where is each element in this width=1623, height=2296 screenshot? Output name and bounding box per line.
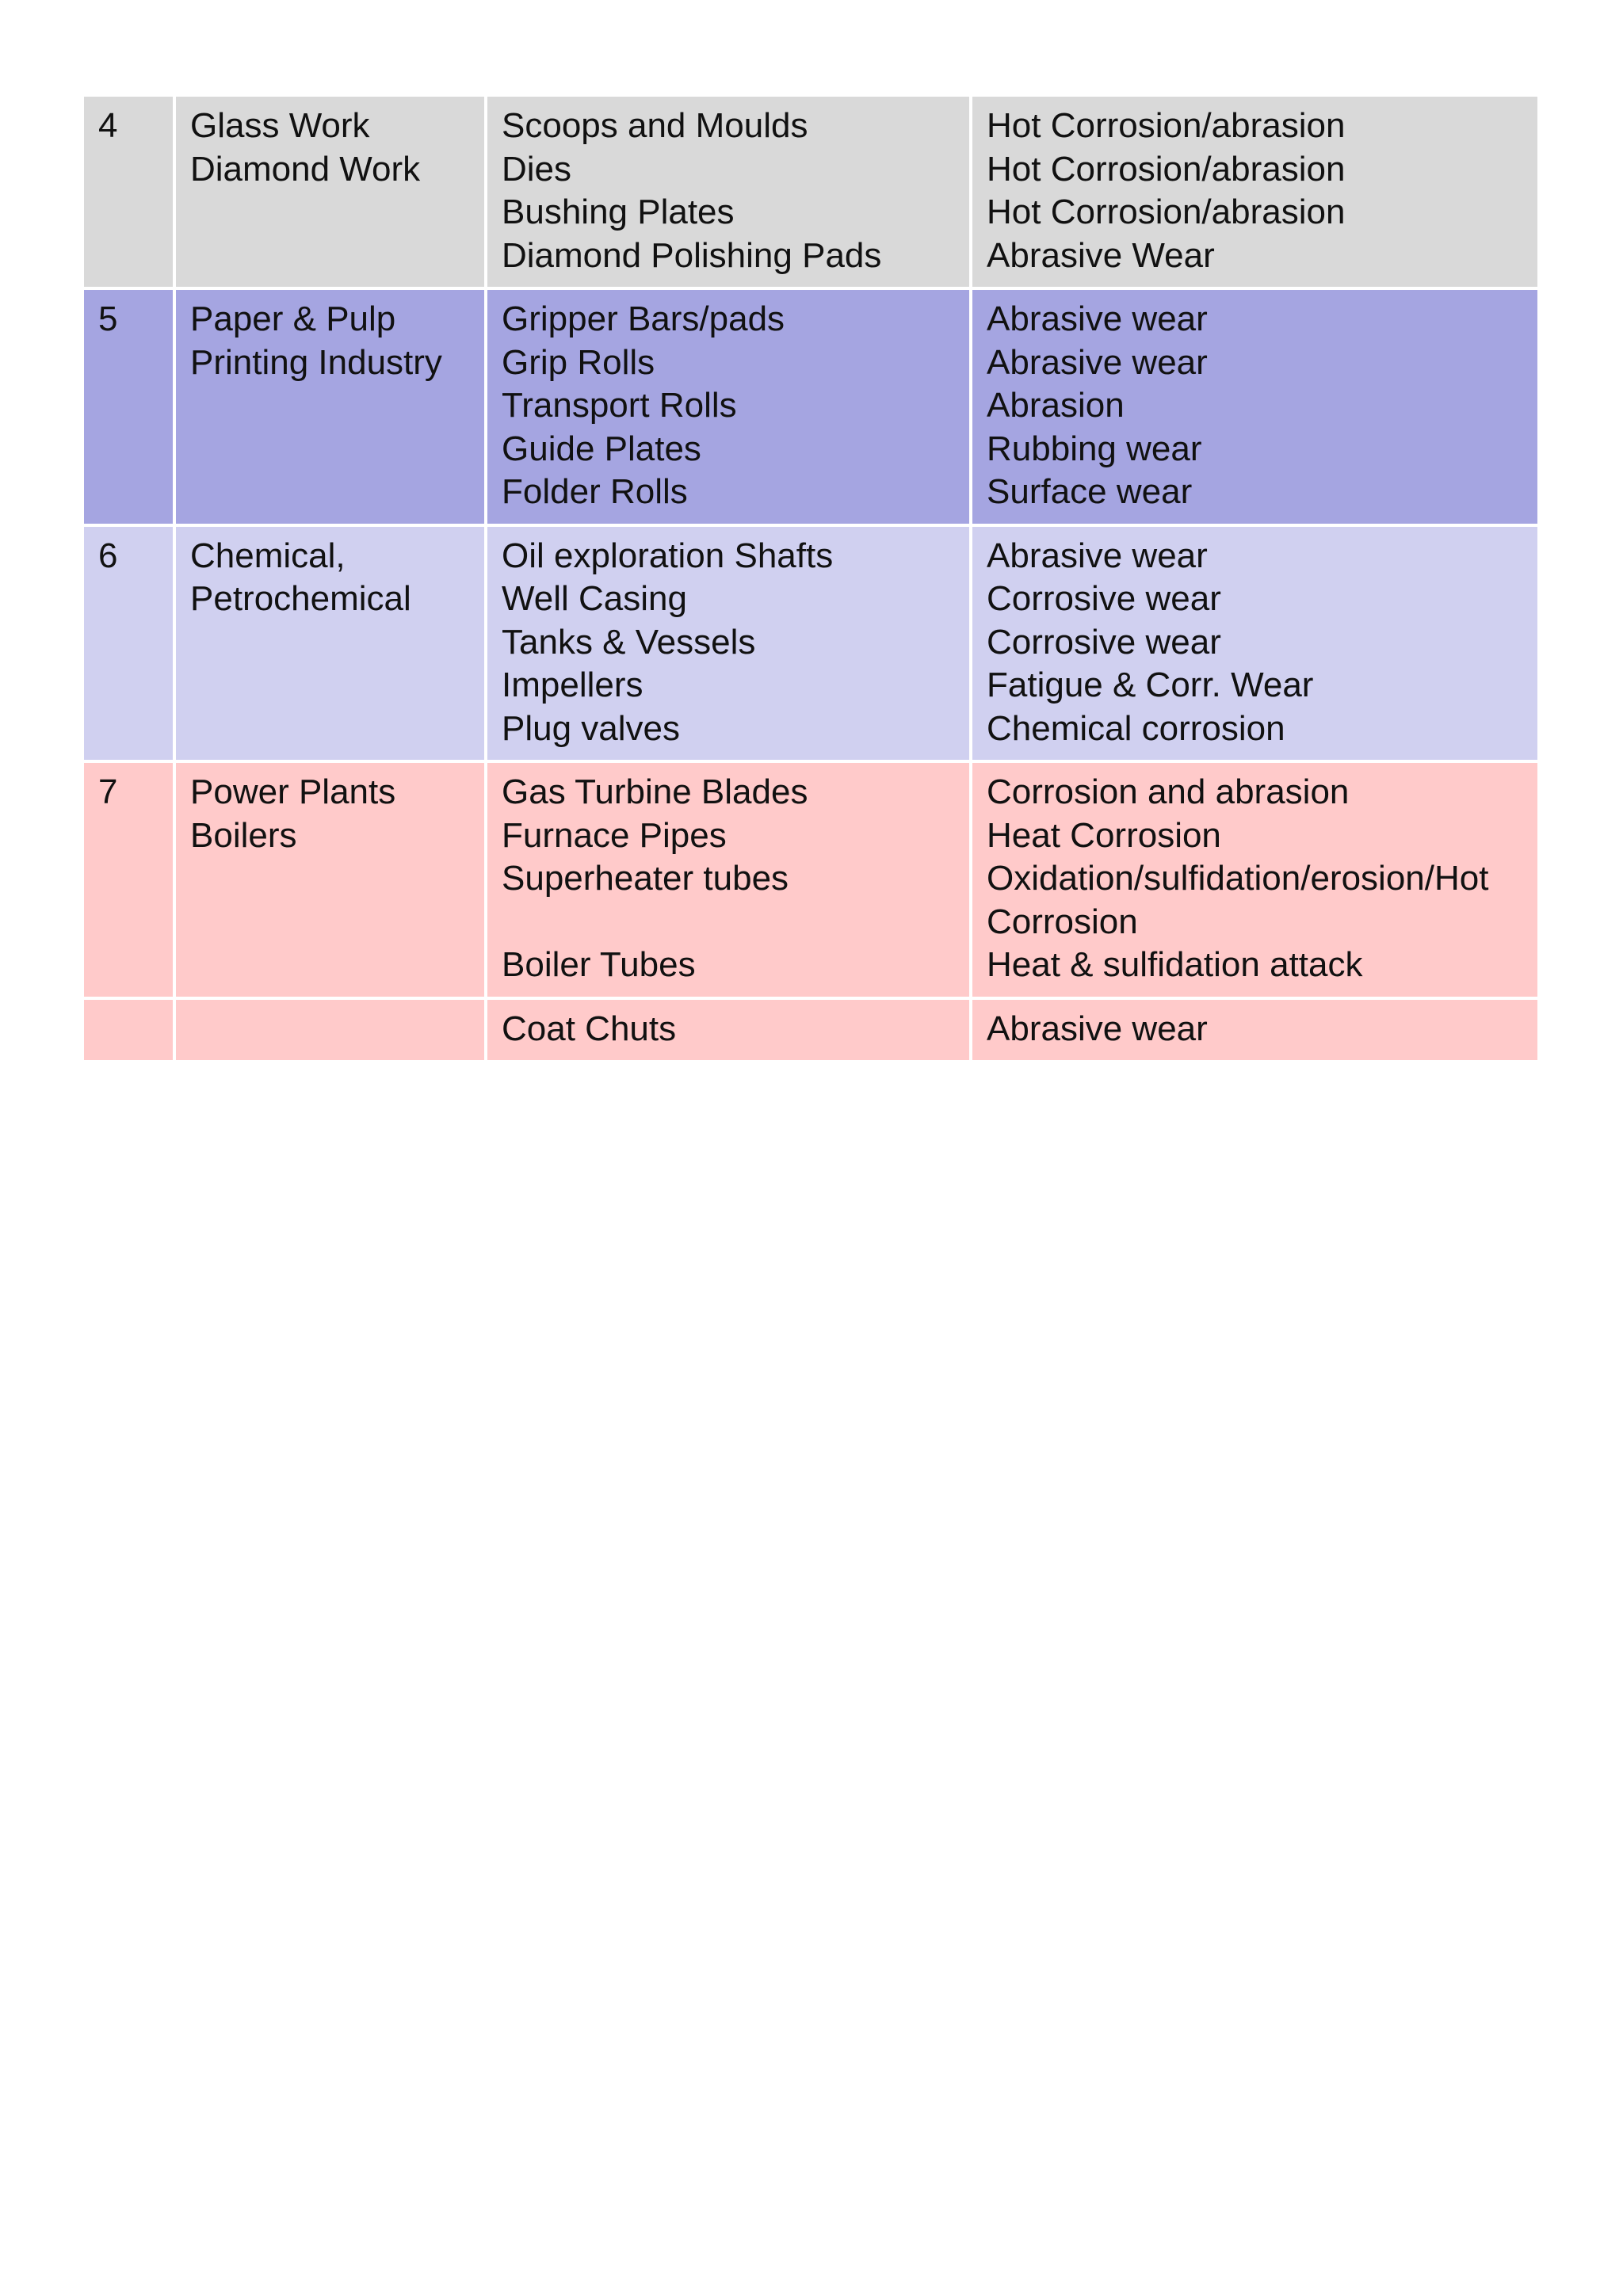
industry-line: Paper & Pulp bbox=[190, 299, 396, 338]
component-cell bbox=[486, 761, 971, 998]
component-line: Superheater tubes bbox=[502, 859, 789, 898]
wear-type-line: Abrasive wear bbox=[987, 299, 1208, 338]
wear-applications-table bbox=[81, 93, 1541, 1063]
table-row bbox=[82, 95, 1539, 288]
wear-type-line: Oxidation/sulfidation/erosion/Hot Corrosion bbox=[987, 859, 1489, 941]
wear-type-line: Heat & sulfidation attack bbox=[987, 945, 1363, 984]
component-line: Oil exploration Shafts bbox=[502, 536, 834, 575]
component-line: Well Casing bbox=[502, 579, 687, 618]
table-row bbox=[82, 998, 1539, 1062]
wear-type-line: Hot Corrosion/abrasion bbox=[987, 106, 1346, 145]
component-line: Scoops and Moulds bbox=[502, 106, 808, 145]
industry-cell bbox=[174, 525, 486, 762]
wear-type-line: Corrosive wear bbox=[987, 579, 1221, 618]
row-number-cell bbox=[82, 761, 174, 998]
industry-cell bbox=[174, 95, 486, 288]
wear-type-line: Corrosion and abrasion bbox=[987, 772, 1350, 811]
wear-type-cell bbox=[971, 525, 1539, 762]
row-number: 7 bbox=[98, 772, 118, 811]
row-number-cell bbox=[82, 998, 174, 1062]
table-row bbox=[82, 525, 1539, 762]
table-row bbox=[82, 288, 1539, 525]
row-number: 6 bbox=[98, 536, 118, 575]
wear-type-line: Abrasive wear bbox=[987, 342, 1208, 382]
wear-type-line: Abrasive Wear bbox=[987, 235, 1215, 275]
wear-type-line: Surface wear bbox=[987, 472, 1193, 511]
industry-line: Boilers bbox=[190, 815, 297, 855]
component-line: Folder Rolls bbox=[502, 472, 688, 511]
wear-type-cell bbox=[971, 288, 1539, 525]
row-number-cell bbox=[82, 95, 174, 288]
component-line bbox=[502, 901, 955, 944]
component-line: Dies bbox=[502, 149, 572, 189]
component-line: Gripper Bars/pads bbox=[502, 299, 785, 338]
wear-type-line: Abrasive wear bbox=[987, 1009, 1208, 1048]
component-cell bbox=[486, 525, 971, 762]
wear-type-line: Heat Corrosion bbox=[987, 815, 1221, 855]
row-number: 5 bbox=[98, 299, 118, 338]
industry-cell bbox=[174, 998, 486, 1062]
row-number-cell bbox=[82, 288, 174, 525]
component-line: Tanks & Vessels bbox=[502, 622, 756, 662]
wear-type-line: Abrasive wear bbox=[987, 536, 1208, 575]
wear-type-line: Abrasion bbox=[987, 386, 1125, 425]
component-line: Guide Plates bbox=[502, 429, 701, 468]
component-line: Diamond Polishing Pads bbox=[502, 235, 882, 275]
row-number-cell bbox=[82, 525, 174, 762]
industry-line: Petrochemical bbox=[190, 579, 411, 618]
wear-type-line: Hot Corrosion/abrasion bbox=[987, 193, 1346, 231]
industry-line: Chemical, bbox=[190, 536, 346, 575]
component-line: Gas Turbine Blades bbox=[502, 772, 808, 811]
component-line: Boiler Tubes bbox=[502, 945, 696, 984]
component-line: Coat Chuts bbox=[502, 1009, 677, 1048]
component-line: Transport Rolls bbox=[502, 386, 737, 425]
component-line: Furnace Pipes bbox=[502, 815, 727, 855]
component-line: Impellers bbox=[502, 666, 643, 704]
component-line: Grip Rolls bbox=[502, 342, 655, 382]
wear-type-line: Chemical corrosion bbox=[987, 708, 1285, 748]
wear-type-line: Corrosive wear bbox=[987, 622, 1221, 662]
row-number: 4 bbox=[98, 106, 118, 145]
table-body bbox=[82, 95, 1539, 1062]
industry-line: Printing Industry bbox=[190, 342, 442, 382]
wear-type-cell bbox=[971, 998, 1539, 1062]
wear-type-cell bbox=[971, 95, 1539, 288]
industry-line: Power Plants bbox=[190, 772, 396, 811]
industry-cell bbox=[174, 288, 486, 525]
industry-line: Glass Work bbox=[190, 106, 370, 145]
component-cell bbox=[486, 998, 971, 1062]
component-line: Plug valves bbox=[502, 708, 681, 748]
component-cell bbox=[486, 288, 971, 525]
component-cell bbox=[486, 95, 971, 288]
wear-type-line: Hot Corrosion/abrasion bbox=[987, 149, 1346, 189]
wear-type-line: Fatigue & Corr. Wear bbox=[987, 666, 1314, 704]
component-line: Bushing Plates bbox=[502, 193, 735, 231]
industry-line: Diamond Work bbox=[190, 149, 421, 189]
table-row bbox=[82, 761, 1539, 998]
wear-type-line: Rubbing wear bbox=[987, 429, 1202, 468]
wear-type-cell bbox=[971, 761, 1539, 998]
industry-cell bbox=[174, 761, 486, 998]
